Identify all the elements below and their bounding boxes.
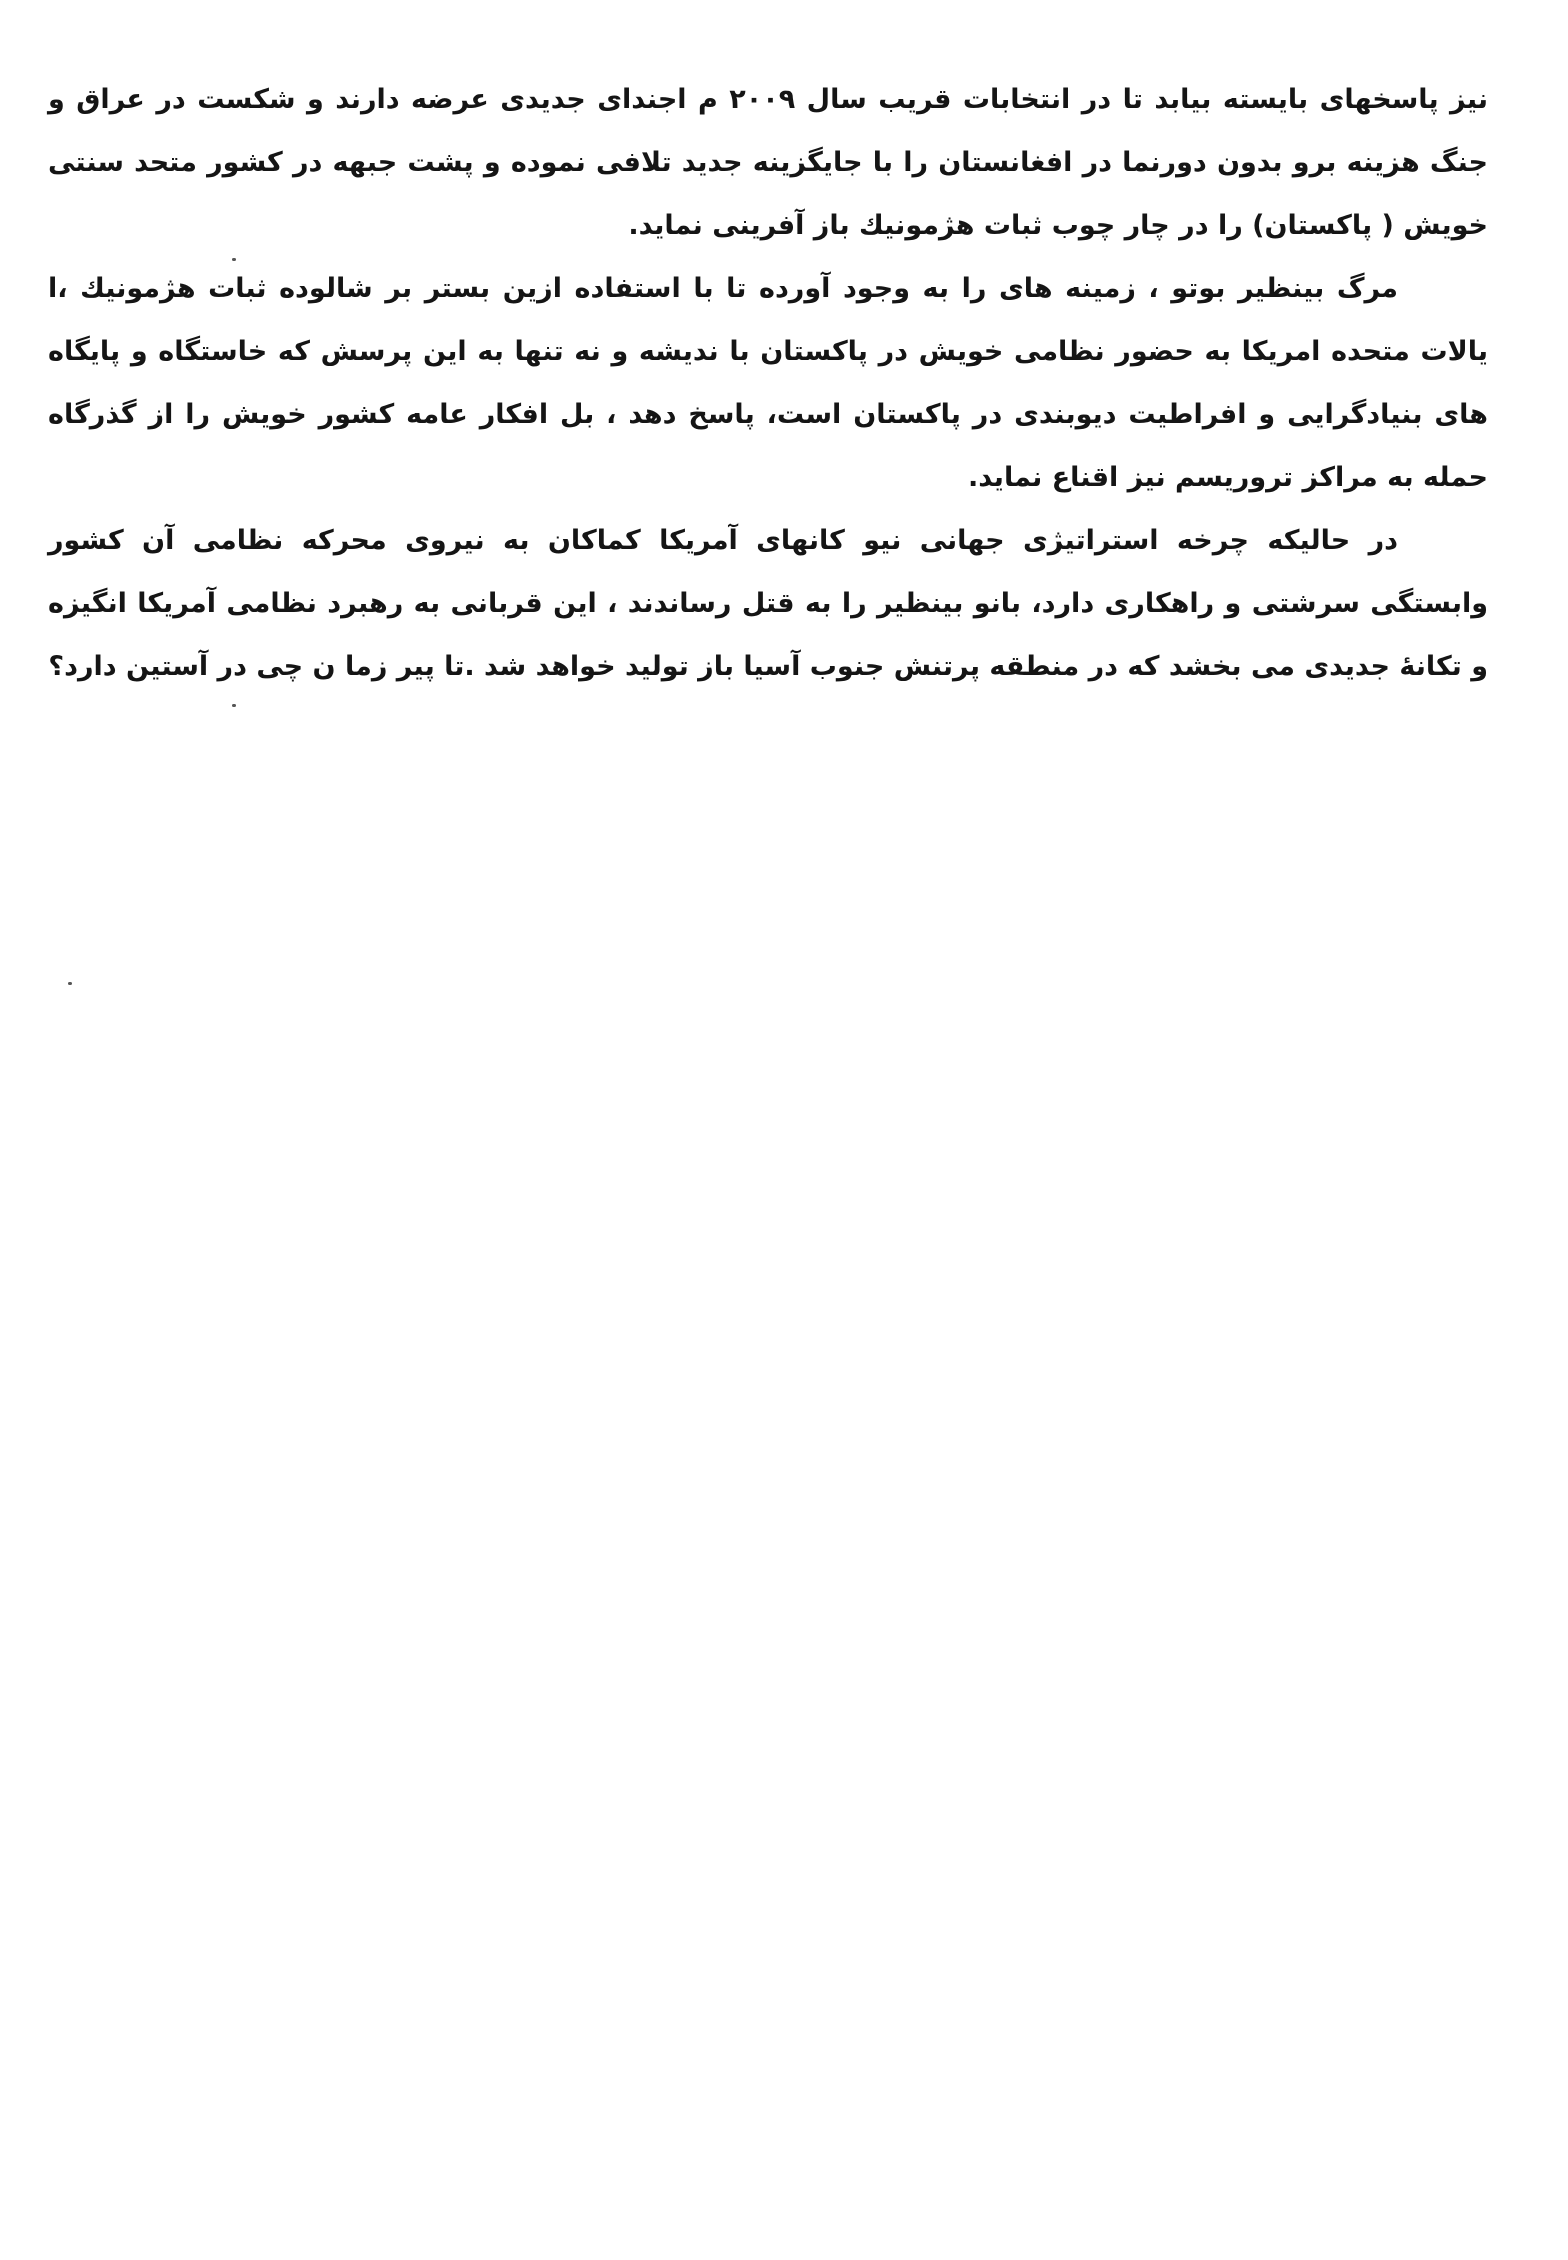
- scan-speck: [232, 704, 236, 707]
- scan-speck: [68, 982, 72, 985]
- paragraph-3: در حالیکه چرخه استراتیژی جهانی نیو کانهای آمریکا کماکان به نیروی محرکه نظامی آن کشور وابستگی سرشتی و راهکاری دارد، بانو بینظیر را به قتل رساندند ، این قربانی به رهبرد نظامی آمریکا انگیزه و تکانهٔ جدیدی می بخشد که در منطقه پرتنش جنوب آسیا باز تولید خواهد شد .تا پیر زما ن چی در آستین دارد؟: [48, 525, 1488, 682]
- paragraph-1: نیز پاسخهای بایسته بیابد تا در انتخابات قریب سال ۲۰۰۹ م اجندای جدیدی عرضه دارند و شکست در عراق و جنگ هزینه برو بدون دورنما در افغانستان را با جایگزینه جدید تلافی نموده و پشت جبهه در کشور متحد سنتی خویش ( پاکستان) را در چار چوب ثبات هژمونیك باز آفرینی نماید.: [48, 84, 1489, 241]
- paragraph-2: مرگ بینظیر بوتو ، زمینه های را به وجود آورده تا با استفاده ازین بستر بر شالوده ثبات هژمونیك ،ا یالات متحده امریکا به حضور نظامی خویش در پاکستان با ندیشه و نه تنها به این پرسش که خاستگاه و پایگاه های بنیادگرایی و افراطیت دیوبندی در پاکستان است، پاسخ دهد ، بل افکار عامه کشور خویش را از گذرگاه حمله به مراکز تروریسم نیز اقناع نماید.: [48, 273, 1488, 493]
- article-body: [48, 68, 1488, 698]
- scan-speck: [232, 258, 236, 261]
